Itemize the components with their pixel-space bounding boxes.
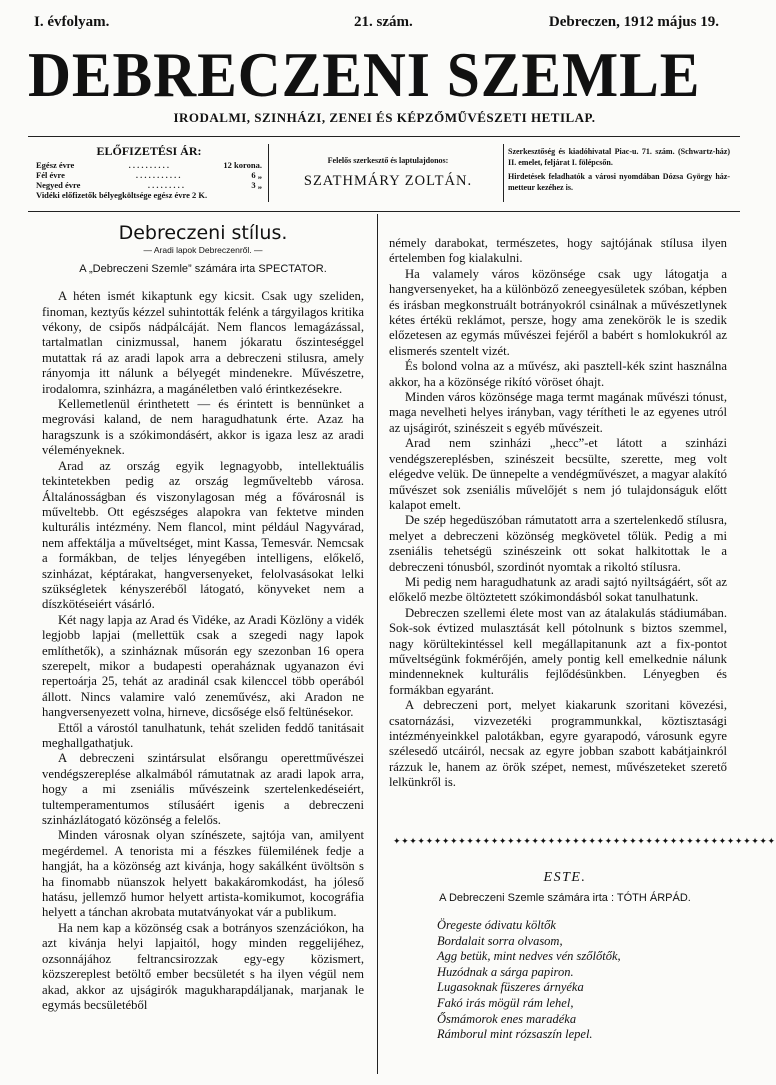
office-address: Szerkesztőség és kiadóhivatal Piac-u. 71. szám. (Schwartz-ház) II. emelet, feljárat I. fölépcsőn. — [508, 147, 730, 167]
article-left-column — [42, 222, 364, 1013]
poem-line: Ősmámorok enes maradéka — [437, 1011, 577, 1026]
paragraph: De szép hegedüszóban rámutatott arra a szertelenkedő stílusra, melyet a debreczeni közönség megkövetel tőlük. Pedig a mi zseniális tehetségü szinészeink ott sokat halkitottak le a debreczeni tónusból, szordinót nyomtak a rikoltó stílusra. — [389, 513, 727, 574]
editor-label: Felelős szerkesztő és laptulajdonos: — [327, 156, 449, 165]
editor-box — [276, 146, 500, 206]
subscription-box — [36, 146, 262, 206]
subscription-note: Vidéki előfizetők bélyegköltsége egész évre 2 K. — [36, 190, 208, 200]
paragraph: Arad az ország egyik legnagyobb, intellektuális tekintetekben pedig az ország legműveltebb városa. Általánosságban és viszonylagosan még a fővárosnál is műveltebb. Ott egészséges alapokra van fektetve minden kulturális intézmény. Nem flancol, mint például Nagyvárad, nem affektálja a műveltséget, mint Kassa, Temesvár. Nemcsak a formákban, de teljes lényegében intelligens, előkelő, szinházat, képtárakat, hangversenyeket, felolvasásokat lelki szükségletek kényszeréből látogató, könyveket nem a díszkötéseiért vásárló. — [42, 458, 364, 612]
subscription-heading: ELŐFIZETÉSI ÁR: — [96, 144, 202, 158]
poem-line: Agg betük, mint nedves vén szőlőtők, — [437, 949, 621, 964]
subscription-dots: . . . . . . . . . — [147, 180, 184, 190]
header-separator — [268, 144, 269, 202]
poem-credit: A Debreczeni Szemle számára irta : TÓTH ÁRPÁD. — [439, 892, 691, 904]
masthead-subtitle: IRODALMI, SZINHÁZI, ZENEI ÉS KÉPZŐMŰVÉSZETI HETILAP. — [173, 110, 596, 125]
poem-line: Bordalait sorra olvasom, — [437, 933, 563, 948]
office-box — [508, 146, 730, 206]
subscription-dots: . . . . . . . . . . . — [135, 170, 181, 180]
issue-number: 21. szám. — [354, 14, 413, 30]
subscription-label: Egész évre — [36, 160, 75, 170]
article-credit: A „Debreczeni Szemle” számára irta SPECTATOR. — [79, 262, 327, 275]
subscription-value: 12 korona. — [223, 160, 262, 170]
paragraph: Ha nem kap a közönség csak a botrányos szenzációkon, ha azt kivánja helyi lapjaitól, hogy minden reggelijéhez, ozsonnájához feltrancsirozzak egy-egy közismert, közszereplest betöltő ember becsületét s ha ilyen végül nem akad, akkor az ujságirók magukharapdáljanak, marjanak le egymás becsületéből — [42, 920, 364, 1012]
header-line — [34, 14, 719, 36]
poem-line: Fakó irás mögül rám lehel, — [437, 995, 574, 1010]
paragraph: Ha valamely város közönsége csak ugy látogatja a hangversenyeket, ha a különböző zeneegyesületek szóban, képben és irásban megkonstruált botrányokról csinálnak a művészetlynek kétes értékü reklámot, persze, hogy ama zenekörök le is szedik előzetesen az egymás művészei fejéről a babért s homlokukról az elismerés szentelt vizét. — [389, 266, 727, 358]
poem-line: Öregeste ódivatu költők — [437, 918, 556, 932]
paragraph: És bolond volna az a művész, aki pasztell-kék szint használna akkor, ha a közönsége rikító vöröset óhajt. — [389, 359, 727, 389]
paragraph: Minden városnak olyan színészete, sajtója van, amilyent megérdemel. A tenorista mi a fészkes fülemilének fedje a hangját, ha a közönség azt kivánja, hogy sakálként üvöltsön s ha finomabb nüanszok helyett bakakáromkodást, ha jóleső hatásu, jellemző humor helyett artista-komikumot, kocográfia helyett a tánchan akrobata mutatványokat vár a publikum. — [42, 828, 364, 920]
article-source: — Aradi lapok Debreczenről. — — [143, 245, 263, 256]
subscription-value: 3 „ — [251, 180, 262, 190]
paragraph: Kellemetlenül érinthetett — és érintett is bennünket a megrovási kaland, de nem haragudhatunk érte. Azaz ha haragszunk is a szókimondásért, akkor is igaza lesz az aradi véleményeknek. — [42, 397, 364, 458]
paragraph: Debreczen szellemi élete most van az átalakulás stádiumában. Sok-sok évtized mulasztását kell pótolnunk s biztos szemmel, nagy körültekintéssel kell megállapitanunk azt a fix-pontot műveltségünk fokmérőjén, amely pontig kell emelkednie nálunk mindenneknek kulturális fejlődésünkben. Lényegben és formákban egyaránt. — [389, 605, 727, 697]
masthead-title: DEBRECZENI SZEMLE — [28, 39, 701, 110]
poem-verse — [437, 918, 730, 1043]
paragraph: Ettől a várostól tanulhatunk, tehát szeliden feddő tanitásait meghallgathatjuk. — [42, 720, 364, 750]
paragraph: Arad nem szinházi „hecc”-et látott a szinházi vendégszereplésben, szinészeit becsülte, szerette, meg volt elégedve velük. De ünnepelte a vendégművészet, a magyar alakító művészet sok zseniális művelőjét s nem jó tulajdonságuk előtt kalapot emelt. — [389, 436, 727, 512]
poem-line: Lugasoknak füszeres árnyéka — [437, 980, 584, 995]
office-ads: Hirdetések feladhatók a városi nyomdában Dózsa György ház-metteur kezéhez is. — [508, 172, 730, 192]
place-date: Debreczen, 1912 május 19. — [548, 14, 719, 30]
column-separator — [377, 214, 378, 1074]
paragraph: A debreczeni szintársulat elsőrangu operettművészei vendégszereplése alkalmából rámutatnak az aradi lapok arra, hogy a mi zseniális művészeink szertelenkedéseiért, tultemperamentumos stílusáért igenis a debreczeni szinházlátogató közönség a felelős. — [42, 751, 364, 828]
paragraph: Két nagy lapja az Arad és Vidéke, az Aradi Közlöny a vidék legjobb lapjai (mellettük csak a szegedi nagy lapok említhetők), a szinháznak műsorán egy szezonban 16 opera szerepelt, mikor a budapesti operaháznak ugyanazon évi repertoárja 25, tehát az aradinál csak kilenccel több operából állott. Nincs valamire való zeneművész, aki Aradon ne hangversenyezett volna, hirneve, dicsősége első feltünésekor. — [42, 612, 364, 720]
subscription-value: 6 „ — [251, 170, 262, 180]
top-rule — [28, 136, 740, 137]
subscription-label: Fél évre — [36, 170, 65, 180]
paragraph: Mi pedig nem haragudhatunk az aradi sajtó nyiltságáért, sőt az előkelő mezbe öltöztetett szókimondásból sokat tanulhatunk. — [389, 574, 727, 605]
header-separator — [503, 144, 504, 202]
volume-label: I. évfolyam. — [34, 14, 110, 30]
subscription-dots: . . . . . . . . . . — [128, 160, 170, 170]
subscription-row — [36, 180, 262, 190]
subscription-row — [36, 160, 262, 170]
paragraph: A héten ismét kikaptunk egy kicsit. Csak ugy szeliden, finoman, keztyűs kézzel suhintották felénk a tárgyilagos kritika vékony, de csipős nádpálcáját. Nem flancos lemagázással, tartalmatlan cinizmussal, hanem jókaratu őszinteséggel mutattak rá az aradi lapok arra a debreczeni stilusra, amely rányomja itt nálunk a bélyegét mindenekre. Művészetre, irodalomra, szinházra, a magánéletben való érintkezésekre. — [42, 289, 364, 396]
ornamental-divider: ✦✦✦✦✦✦✦✦✦✦✦✦✦✦✦✦✦✦✦✦✦✦✦✦✦✦✦✦✦✦✦✦✦✦✦✦✦✦✦✦✦✦✦✦✦✦✦ — [393, 836, 776, 846]
subscription-row — [36, 170, 262, 180]
poem-title: ESTE. — [543, 870, 587, 885]
poem-line: Huzódnak a sárga papiron. — [437, 964, 574, 979]
poem — [400, 870, 730, 1043]
article-title: Debreczeni stílus. — [118, 222, 288, 244]
paragraph: Minden város közönsége maga termt magának művészi tónust, maga nevelheti helyes irányban, vagy térítheti le az egyenes utról az ujságirót, szinészeit s egyéb művészeit. — [389, 390, 727, 435]
paragraph: A debreczeni port, melyet kiakarunk szoritani kövezési, csatornázási, vizvezetéki programmunkkal, köztisztasági intézményeinkkel palotákban, egyre gyarapodó, városunk egyre szélesedő utcáiról, necsak az egyre jobban szabott kabátjainkról rázzuk le, hanem az örök szépet, nemest, művészeteket szerető lelkünkről is. — [389, 698, 727, 790]
paragraph: némely darabokat, természetes, hogy sajtójának stílusa ilyen értelemben fog kialakulni. — [389, 236, 727, 266]
article-right-column — [389, 236, 727, 791]
subscription-label: Negyed évre — [36, 180, 81, 190]
header-bottom-rule — [28, 211, 740, 212]
poem-line: Rámborul mint rózsaszín lepel. — [437, 1027, 593, 1042]
editor-name: SZATHMÁRY ZOLTÁN. — [303, 173, 473, 189]
